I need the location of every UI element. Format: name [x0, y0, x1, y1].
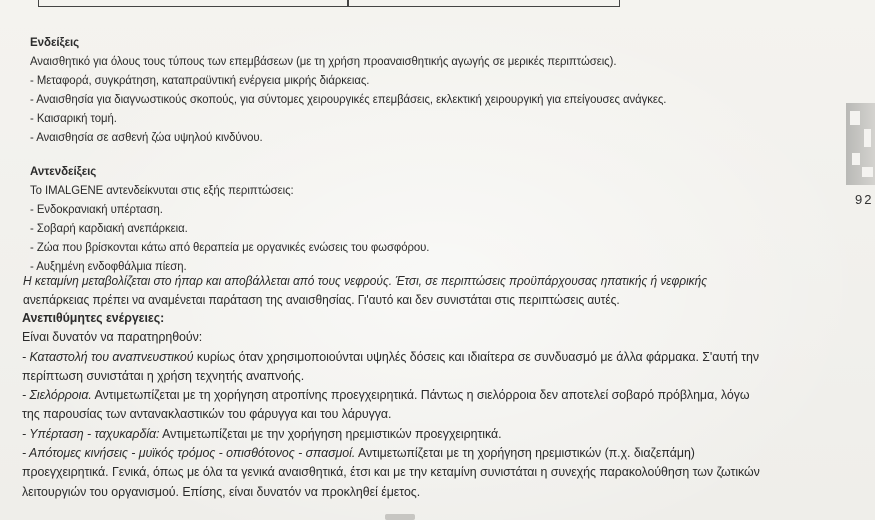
- contraindications-line: - Αυξημένη ενδοφθάλμια πίεση.: [30, 259, 187, 273]
- bottom-mark: [385, 514, 415, 520]
- adverse-item-label: - Καταστολή του αναπνευστικού: [22, 348, 194, 364]
- indications-line: - Αναισθησία για διαγνωστικούς σκοπούς, για σύντομες χειρουργικές επεμβάσεις, εκλεκτική χειρουργική για επείγουσες ανάγκες.: [30, 92, 667, 106]
- adverse-effects-section: [22, 308, 807, 501]
- adverse-item-text: Αντιμετωπίζεται με τη χορήγηση ατροπίνης προεγχειρητικά. Πάντως η σιελόρροια δεν αποτελεί σοβαρό πρόβλημα, λόγω: [91, 387, 750, 403]
- adverse-item-continuation: λειτουργιών του οργανισμού. Επίσης, είναι δυνατόν να προκληθεί έμετος.: [22, 483, 421, 499]
- indications-line: - Αναισθησία σε ασθενή ζώα υψηλού κινδύνου.: [30, 130, 263, 144]
- adverse-item-text: Αντιμετωπίζεται με την χορήγηση ηρεμιστικών προεγχειρητικά.: [159, 425, 502, 441]
- indications-line: - Καισαρική τομή.: [30, 111, 117, 125]
- edge-page-number: 92: [855, 192, 874, 207]
- adverse-item-continuation: περίπτωση συνιστάται η χρήση τεχνητής αναπνοής.: [22, 367, 305, 383]
- metabolism-line: Η κεταμίνη μεταβολίζεται στο ήπαρ και αποβάλλεται από τους νεφρούς. Έτσι, σε περιπτώσεις προϋπάρχουσας ηπατικής ή νεφρικής: [23, 274, 707, 288]
- contraindications-line: - Ζώα που βρίσκονται κάτω από θεραπεία με οργανικές ενώσεις του φωσφόρου.: [30, 240, 430, 254]
- adverse-item-label: - Υπέρταση - ταχυκαρδία:: [22, 425, 160, 441]
- adverse-item-text: Αντιμετωπίζεται με τη χορήγηση ηρεμιστικών (π.χ. διαζεπάμη): [355, 445, 695, 461]
- table-column-divider: [347, 0, 349, 6]
- adverse-item-continuation: προεγχειρητικά. Γενικά, όπως με όλα τα γενικά αναισθητικά, έτσι και με την κεταμίνη συνιστάται η συνεχής παρακολούθηση των ζωτικών: [22, 464, 760, 480]
- metabolism-paragraph: [23, 272, 743, 310]
- contraindications-section: [30, 162, 459, 276]
- adverse-effects-intro: Είναι δυνατόν να παρατηρηθούν:: [22, 329, 203, 345]
- adverse-item-hypertension: [22, 424, 760, 443]
- adverse-item-respiratory: [22, 347, 760, 366]
- adverse-item-label: - Απότομες κινήσεις - μυϊκός τρόμος - οπισθότονος - σπασμοί.: [22, 445, 356, 461]
- adverse-item-label: - Σιελόρροια.: [22, 387, 92, 403]
- contraindications-line: - Σοβαρή καρδιακή ανεπάρκεια.: [30, 221, 188, 235]
- indications-line: - Μεταφορά, συγκράτηση, καταπραϋντική ενέργεια μικρής διάρκειας.: [30, 73, 370, 87]
- indications-heading: Ενδείξεις: [30, 35, 80, 49]
- adverse-item-continuation: της παρουσίας των αντανακλαστικών του φάρυγγα και του λάρυγγα.: [22, 406, 392, 422]
- adverse-effects-heading: Ανεπιθύμητες ενέργειες:: [22, 310, 165, 325]
- contraindications-line: - Ενδοκρανιακή υπέρταση.: [30, 202, 163, 216]
- adverse-item-text: κυρίως όταν χρησιμοποιούνται υψηλές δόσεις και ιδιαίτερα σε συνδυασμό με άλλα φάρμακα. Σ'αυτή την: [193, 348, 760, 364]
- indications-line: Αναισθητικό για όλους τους τύπους των επεμβάσεων (με τη χρήση προαναισθητικής αγωγής σε μερικές περιπτώσεις).: [30, 54, 617, 68]
- barcode-fragment: [846, 103, 875, 185]
- indications-section: [30, 33, 714, 147]
- adverse-item-movements: [22, 443, 760, 462]
- contraindications-line: Το IMALGENE αντενδείκνυται στις εξής περιπτώσεις:: [30, 183, 294, 197]
- contraindications-heading: Αντενδείξεις: [30, 164, 97, 178]
- adverse-item-salivation: [22, 385, 760, 404]
- table-bottom-edge: [38, 0, 620, 7]
- metabolism-line: ανεπάρκειας πρέπει να αναμένεται παράταση της αναισθησίας. Γι'αυτό και δεν συνιστάται στις περιπτώσεις αυτές.: [23, 293, 620, 307]
